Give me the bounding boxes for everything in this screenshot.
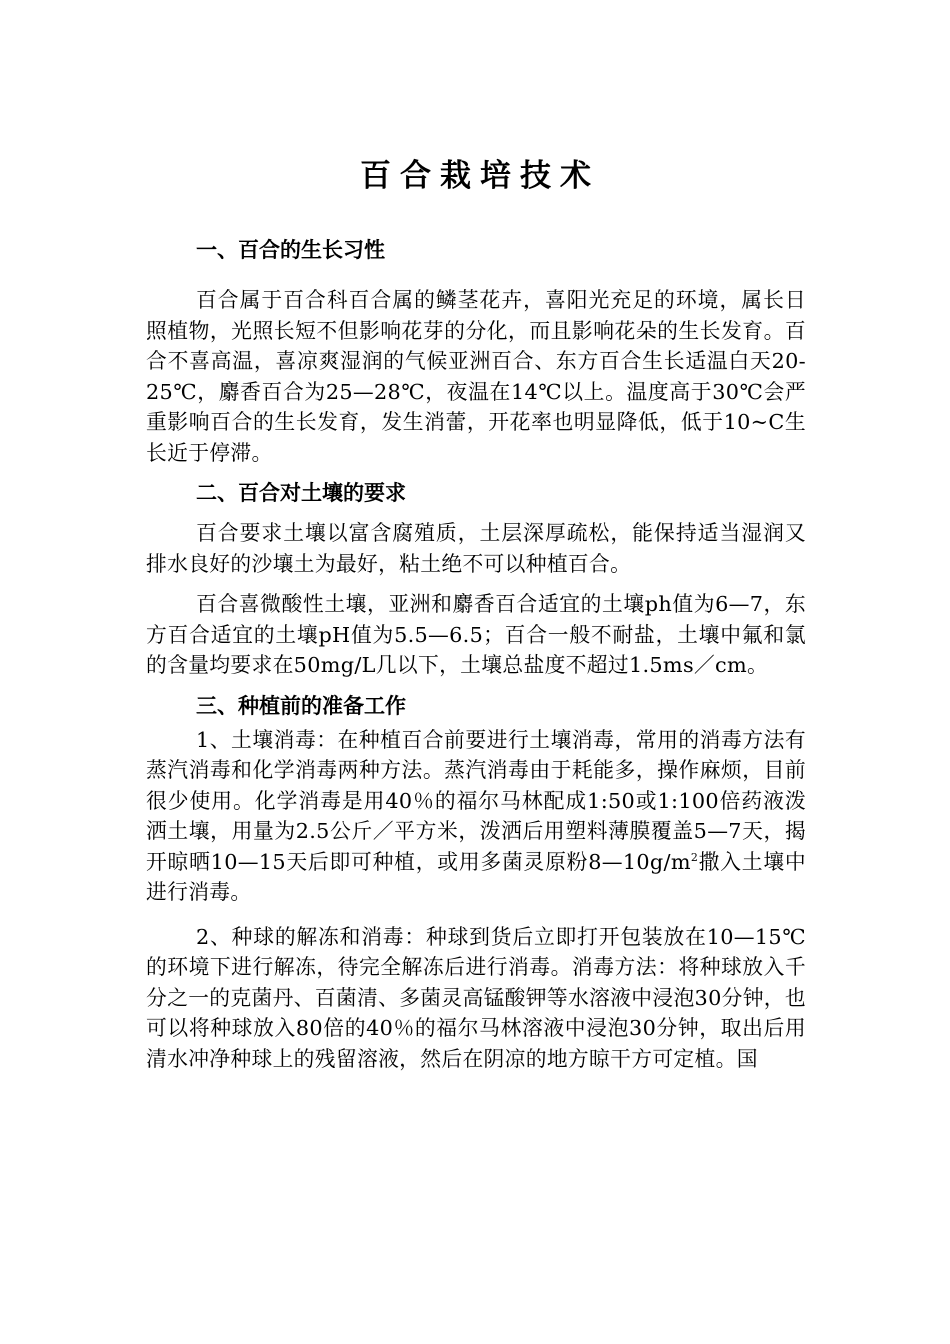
- document-page: [146, 150, 806, 1084]
- superscript-2: 2: [690, 850, 699, 864]
- soil-disinfection-text-end: 撒入土壤中进行消毒。: [146, 849, 806, 904]
- section-heading-growth-habits: 一、百合的生长习性: [196, 238, 385, 262]
- paragraph-soil-type: 百合要求土壤以富含腐殖质，土层深厚疏松，能保持适当湿润又排水良好的沙壤土为最好，粘土绝不可以种植百合。: [146, 521, 806, 576]
- paragraph-growth-habits: 百合属于百合科百合属的鳞茎花卉，喜阳光充足的环境，属长日照植物，光照长短不但影响花芽的分化，而且影响花朵的生长发育。百合不喜高温，喜凉爽湿润的气候亚洲百合、东方百合生长适温白天20-25℃，麝香百合为25—28℃，夜温在14℃以上。温度高于30℃会严重影响百合的生长发育，发生消蕾，开花率也明显降低，低于10~C生长近于停滞。: [146, 288, 806, 465]
- section-heading-soil-requirements: 二、百合对土壤的要求: [196, 481, 406, 505]
- soil-disinfection-text: 1、土壤消毒：在种植百合前要进行土壤消毒，常用的消毒方法有蒸汽消毒和化学消毒两种方法。蒸汽消毒由于耗能多，操作麻烦，目前很少使用。化学消毒是用40％的福尔马林配成1:50或1:100倍药液泼洒土壤，用量为2.5公斤／平方米，泼洒后用塑料薄膜覆盖5—7天，揭开晾晒10—15天后即可种植，或用多菌灵原粉8—10g/m: [146, 727, 806, 874]
- paragraph-soil-disinfection: [146, 725, 806, 908]
- section-heading-preparation: 三、种植前的准备工作: [196, 693, 406, 718]
- paragraph-bulb-thawing: 2、种球的解冻和消毒：种球到货后立即打开包装放在10—15℃的环境下进行解冻，待完全解冻后进行消毒。消毒方法：将种球放入千分之一的克菌丹、百菌清、多菌灵高锰酸钾等水溶液中浸泡30分钟，也可以将种球放入80倍的40％的福尔马林溶液中浸泡30分钟，取出后用清水冲净种球上的残留溶液，然后在阴凉的地方晾干方可定植。国: [146, 924, 806, 1071]
- paragraph-soil-ph: 百合喜微酸性土壤，亚洲和麝香百合适宜的土壤ph值为6—7，东方百合适宜的土壤pH值为5.5—6.5；百合一般不耐盐，土壤中氟和氯的含量均要求在50mg/L几以下，土壤总盐度不超过1.5ms／cm。: [146, 592, 806, 677]
- document-title: 百合栽培技术: [360, 158, 600, 194]
